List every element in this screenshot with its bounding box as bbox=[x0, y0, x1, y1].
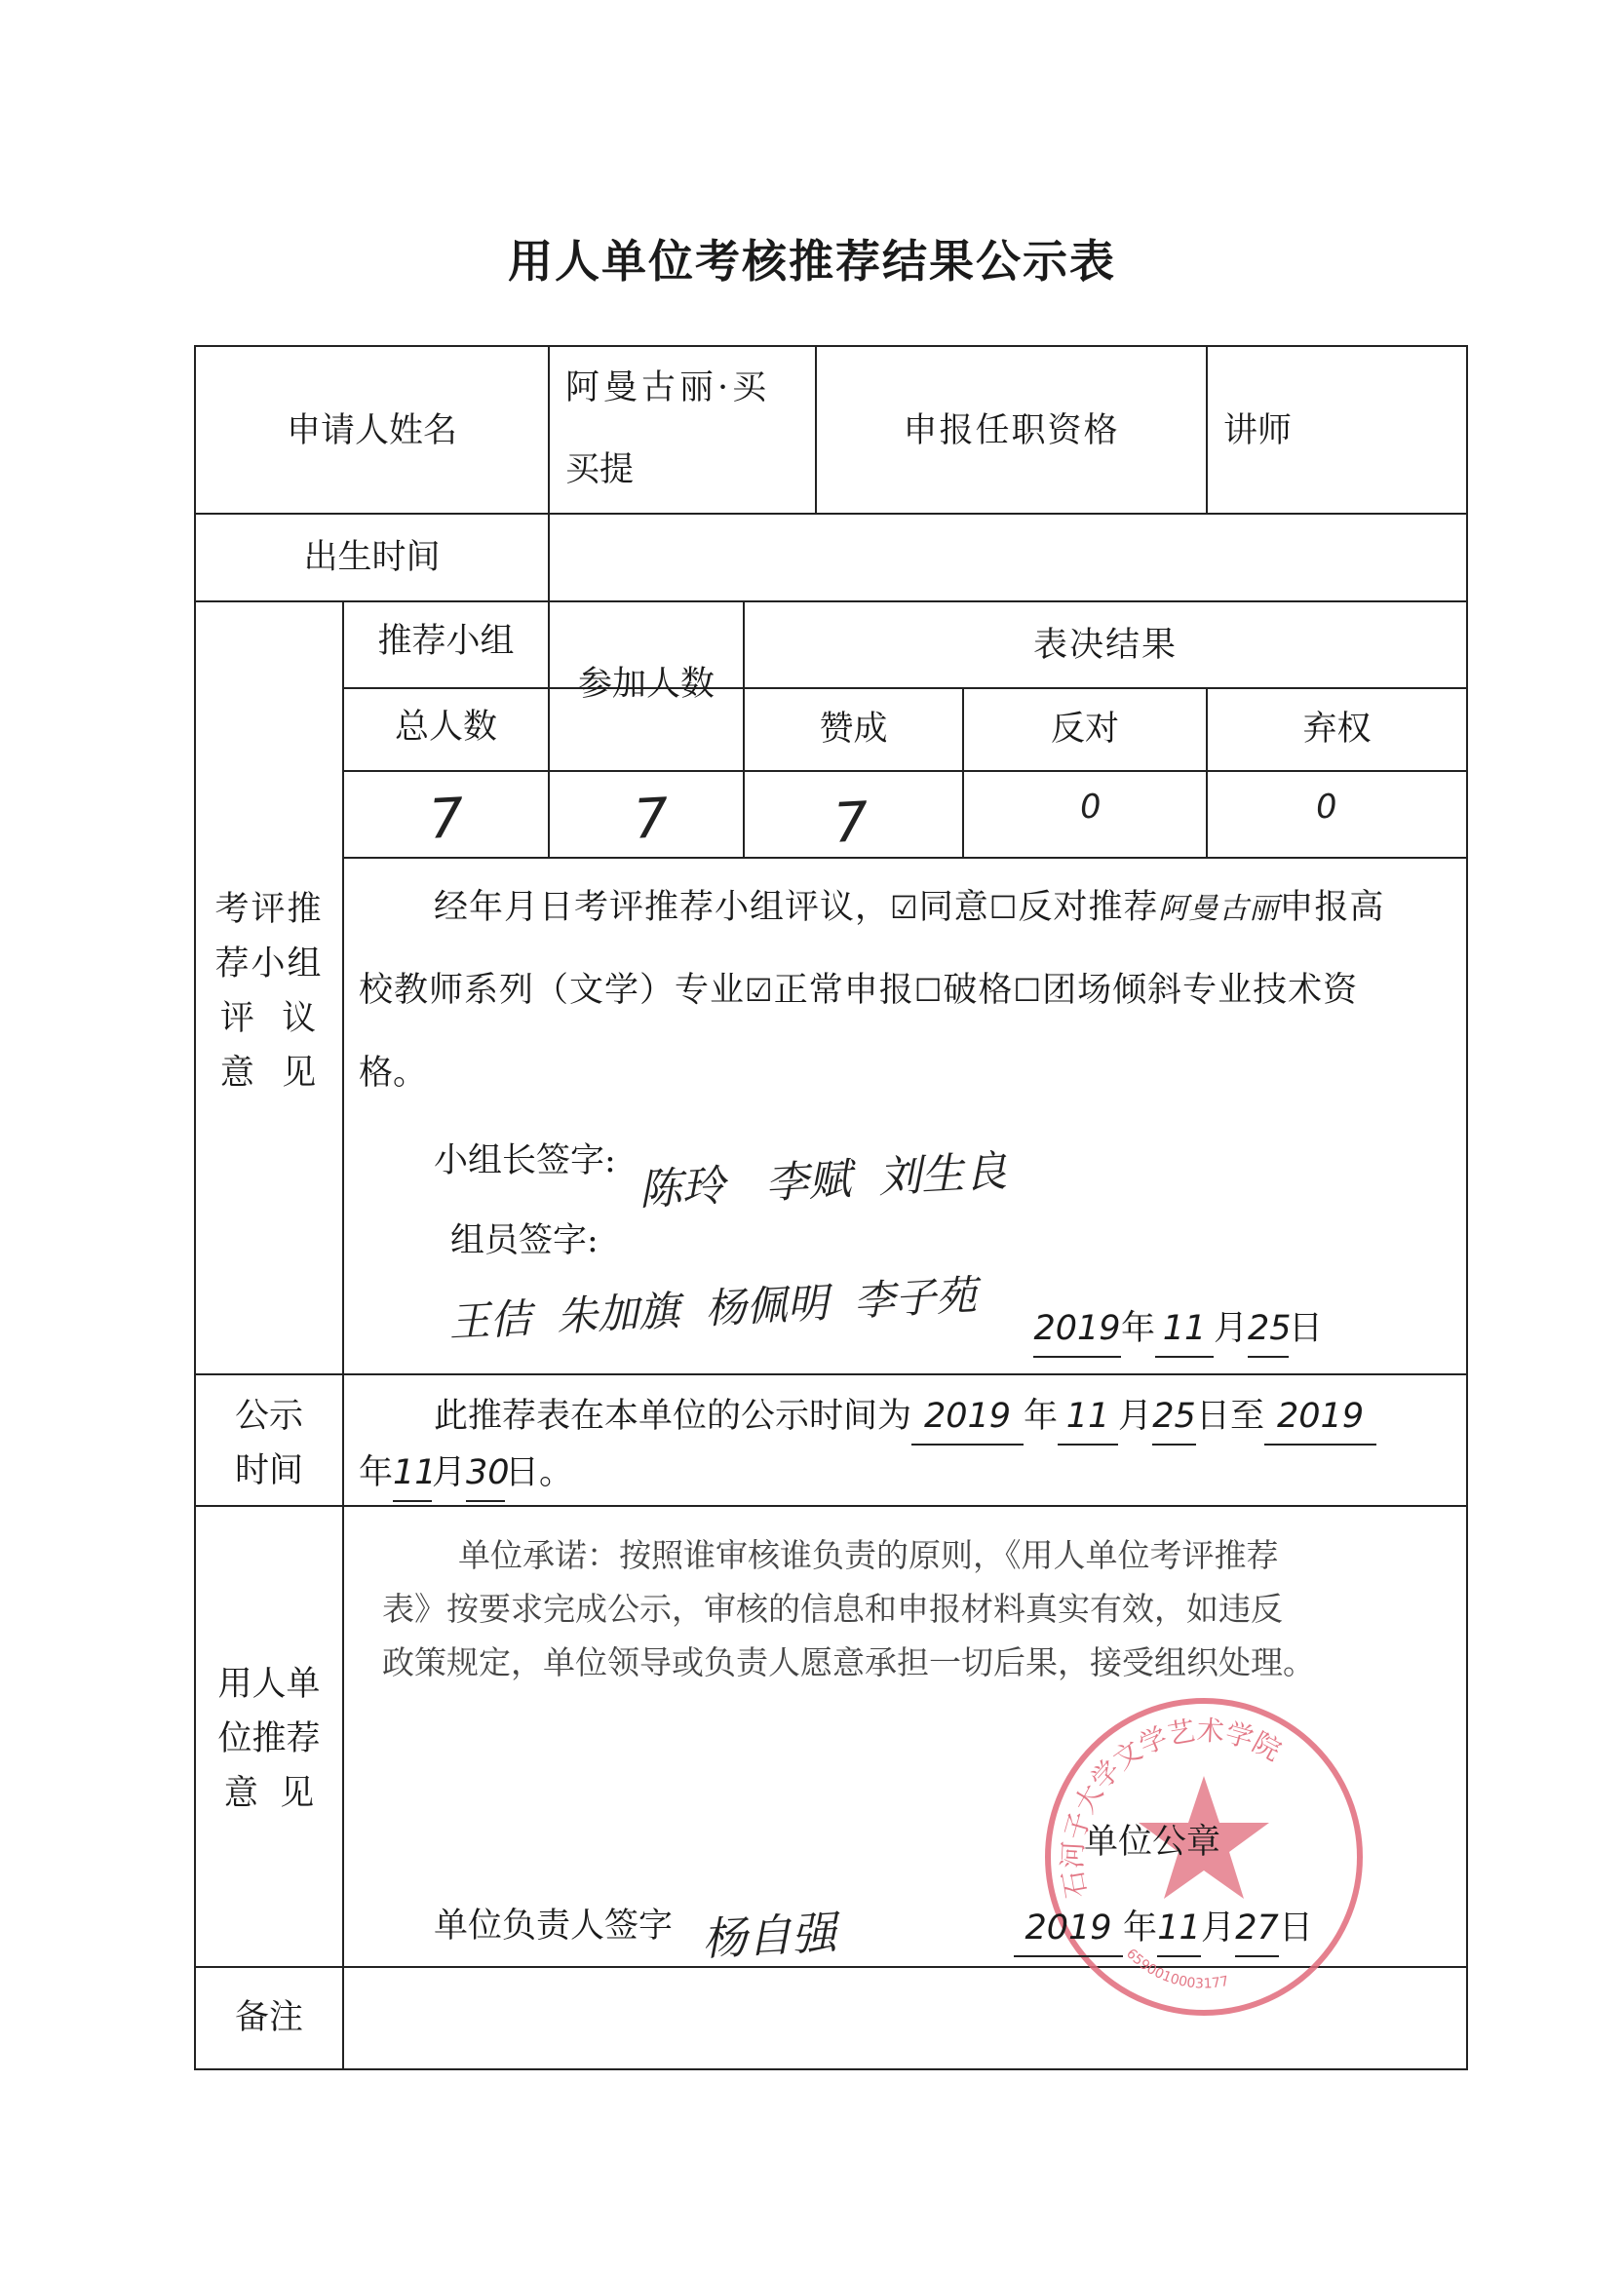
year-label: 年 bbox=[1123, 1909, 1158, 1947]
vote-against: 0 bbox=[1078, 787, 1102, 828]
review-text-line2 bbox=[359, 963, 1358, 1018]
publicity-text-line2 bbox=[359, 1446, 573, 1502]
review-sign-date bbox=[1033, 1301, 1323, 1358]
year-label: 年 bbox=[1121, 1309, 1156, 1348]
month-label: 月 bbox=[1118, 1397, 1153, 1436]
review-text-line1 bbox=[434, 880, 1384, 935]
head-signature: 杨自强 bbox=[700, 1906, 838, 1966]
oppose-label: 反对推荐 bbox=[1018, 888, 1159, 927]
participants-label: 参加人数 bbox=[577, 665, 715, 704]
leader-signatures: 陈玲 李赋 刘生良 bbox=[638, 1146, 1009, 1215]
agree-label: 同意 bbox=[918, 888, 989, 927]
normal-checkbox-icon: ☑ bbox=[745, 972, 774, 1009]
review-text-segment: 申报高 bbox=[1279, 888, 1385, 927]
member-sign-label: 组员签字: bbox=[450, 1221, 599, 1260]
review-label-line: 荐小组 bbox=[214, 945, 324, 983]
vote-participants: 7 bbox=[632, 787, 671, 852]
review-text-segment: 团场倾斜专业技术资 bbox=[1042, 971, 1359, 1010]
publicity-text: 此推荐表在本单位的公示时间为 bbox=[434, 1397, 912, 1436]
month-label: 月 bbox=[432, 1453, 467, 1492]
day-label: 日 bbox=[1279, 1909, 1314, 1947]
remarks-label: 备注 bbox=[234, 1998, 303, 2037]
publicity-start-month: 11 bbox=[1058, 1389, 1118, 1446]
qualification-value: 讲师 bbox=[1223, 411, 1293, 450]
seal-ring-text: 石河子大学文学艺术学院 bbox=[1056, 1714, 1287, 1901]
publicity-start-year: 2019 bbox=[911, 1389, 1024, 1446]
head-sign-label: 单位负责人签字 bbox=[434, 1907, 674, 1946]
against-label: 反对 bbox=[1050, 710, 1119, 749]
vote-abstain: 0 bbox=[1314, 787, 1338, 828]
to-label: 日至 bbox=[1196, 1397, 1265, 1436]
publicity-start-day: 25 bbox=[1152, 1389, 1196, 1446]
pledge-line2: 表》按要求完成公示，审核的信息和申报材料真实有效，如违反 bbox=[382, 1590, 1283, 1628]
publicity-label-line: 时间 bbox=[234, 1451, 303, 1490]
vote-total: 7 bbox=[427, 787, 466, 852]
publicity-end-year: 2019 bbox=[1264, 1389, 1376, 1446]
review-label-line: 评 议 bbox=[219, 999, 319, 1038]
qualification-label: 申报任职资格 bbox=[903, 411, 1120, 450]
review-section-label bbox=[195, 882, 343, 1100]
agree-checkbox-icon: ☑ bbox=[890, 889, 919, 926]
seal-label: 单位公章 bbox=[1084, 1823, 1221, 1862]
svg-text:石河子大学文学艺术学院 bbox=[1056, 1714, 1286, 1900]
member-signatures: 王佶 朱加旗 杨佩明 李子苑 bbox=[447, 1270, 979, 1347]
unit-date-day: 27 bbox=[1235, 1901, 1279, 1957]
review-label-line: 意 见 bbox=[219, 1054, 319, 1093]
unit-label bbox=[195, 1657, 343, 1821]
exception-checkbox-icon: ☐ bbox=[913, 972, 944, 1009]
review-text-line3: 格。 bbox=[359, 1054, 428, 1093]
unit-label-line: 意 见 bbox=[223, 1774, 315, 1813]
month-label: 月 bbox=[1214, 1309, 1249, 1348]
review-label-line: 考评推 bbox=[214, 890, 324, 929]
abstain-label: 弃权 bbox=[1302, 710, 1372, 749]
review-text-segment: 经年月日考评推荐小组评议， bbox=[434, 888, 891, 927]
nominee-handwritten: 阿曼古丽 bbox=[1158, 892, 1280, 926]
day-label: 日 bbox=[1289, 1309, 1324, 1348]
result-label: 表决结果 bbox=[1032, 626, 1178, 665]
page-title: 用人单位考核推荐结果公示表 bbox=[508, 235, 1116, 288]
year-label: 年 bbox=[1024, 1397, 1059, 1436]
seal-number: 6590010003177 bbox=[1123, 1946, 1231, 1992]
review-date-day: 25 bbox=[1248, 1301, 1289, 1358]
unit-date-year: 2019 bbox=[1014, 1901, 1123, 1957]
unit-label-line: 用人单 bbox=[217, 1665, 321, 1704]
oppose-checkbox-icon: ☐ bbox=[988, 889, 1019, 926]
pledge-line1: 单位承诺：按照谁审核谁负责的原则，《用人单位考评推荐 bbox=[458, 1536, 1279, 1574]
favor-label: 赞成 bbox=[819, 710, 888, 749]
review-text-segment: 校教师系列（文学）专业 bbox=[359, 971, 746, 1010]
publicity-end-month: 11 bbox=[393, 1446, 432, 1502]
review-date-month: 11 bbox=[1155, 1301, 1214, 1358]
farm-checkbox-icon: ☐ bbox=[1013, 972, 1043, 1009]
total-label-line2: 总人数 bbox=[394, 708, 497, 747]
publicity-end-day: 30 bbox=[466, 1446, 505, 1502]
normal-label: 正常申报 bbox=[773, 971, 914, 1010]
unit-label-line: 位推荐 bbox=[217, 1719, 321, 1758]
vote-favor: 7 bbox=[831, 790, 870, 856]
publicity-text-line1 bbox=[434, 1389, 1376, 1446]
total-label-line1: 推荐小组 bbox=[377, 622, 515, 661]
publicity-label-line: 公示 bbox=[234, 1397, 303, 1436]
end-label: 日。 bbox=[505, 1453, 574, 1492]
exception-label: 破格 bbox=[943, 971, 1014, 1010]
review-date-year: 2019 bbox=[1033, 1301, 1121, 1358]
unit-sign-date bbox=[1014, 1901, 1313, 1957]
month-label: 月 bbox=[1201, 1909, 1236, 1947]
year-label: 年 bbox=[359, 1453, 394, 1492]
publicity-label bbox=[195, 1389, 343, 1498]
pledge-line3: 政策规定，单位领导或负责人愿意承担一切后果，接受组织处理。 bbox=[382, 1643, 1315, 1681]
applicant-name-line2: 买提 bbox=[565, 450, 635, 489]
applicant-name-line1: 阿曼古丽·买 bbox=[565, 368, 771, 407]
leader-sign-label: 小组长签字: bbox=[434, 1141, 616, 1180]
unit-date-month: 11 bbox=[1157, 1901, 1201, 1957]
applicant-name-label: 申请人姓名 bbox=[286, 411, 457, 450]
birth-label: 出生时间 bbox=[303, 538, 441, 577]
